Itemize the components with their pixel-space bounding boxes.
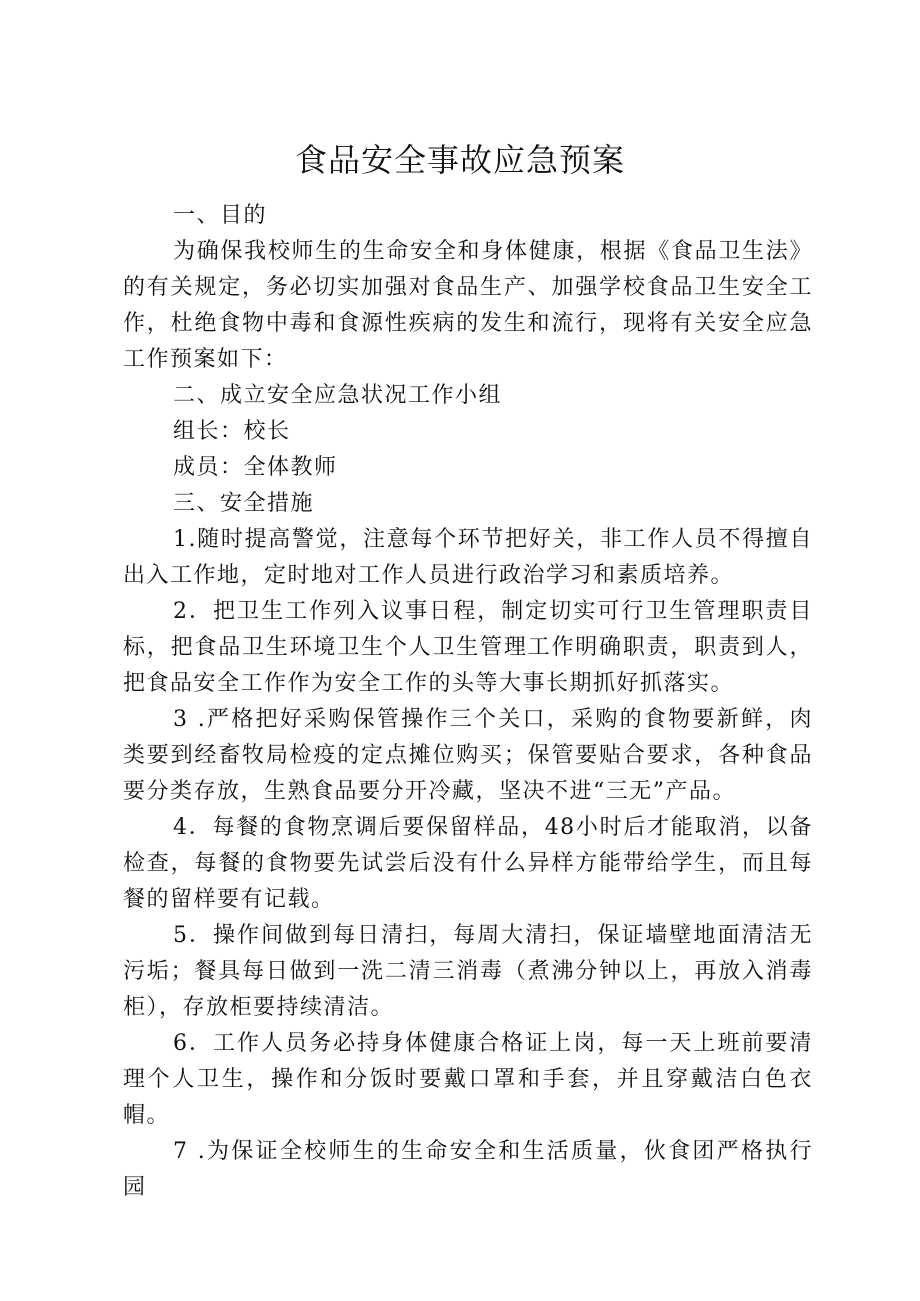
document-body	[123, 198, 813, 1206]
measure-item-1: 1.随时提高警觉，注意每个环节把好关，非工作人员不得擅自出入工作地，定时地对工作人员进行政治学习和素质培养。	[123, 527, 813, 588]
team-members: 成员：全体教师	[173, 455, 338, 480]
document-title: 食品安全事故应急预案	[294, 141, 625, 179]
section-heading-team: 二、成立安全应急状况工作小组	[173, 383, 503, 408]
paragraph-purpose: 为确保我校师生的生命安全和身体健康，根据《食品卫生法》的有关规定，务必切实加强对食品生产、加强学校食品卫生安全工作，杜绝食物中毒和食源性疾病的发生和流行，现将有关安全应急工作预案如下：	[123, 239, 813, 372]
measure-item-7: 7 .为保证全校师生的生命安全和生活质量，伙食团严格执行园	[123, 1139, 813, 1200]
measure-item-4: 4．每餐的食物烹调后要保留样品，48小时后才能取消，以备检查，每餐的食物要先试尝后没有什么异样方能带给学生，而且每餐的留样要有记载。	[123, 815, 813, 912]
section-heading-purpose: 一、目的	[173, 203, 268, 228]
measure-item-5: 5．操作间做到每日清扫，每周大清扫，保证墙壁地面清洁无污垢；餐具每日做到一洗二清三消毒（煮沸分钟以上，再放入消毒柜），存放柜要持续清洁。	[123, 923, 813, 1020]
team-leader: 组长：校长	[173, 419, 291, 444]
measure-item-2: 2．把卫生工作列入议事日程，制定切实可行卫生管理职责目标，把食品卫生环境卫生个人卫生管理工作明确职责，职责到人，把食品安全工作作为安全工作的头等大事长期抓好抓落实。	[123, 599, 813, 696]
section-heading-measures: 三、安全措施	[173, 491, 315, 516]
measure-item-3: 3 .严格把好采购保管操作三个关口，采购的食物要新鲜，肉类要到经畜牧局检疫的定点摊位购买；保管要贴合要求，各种食品要分类存放，生熟食品要分开冷藏，坚决不进“三无”产品。	[123, 707, 813, 804]
measure-item-6: 6．工作人员务必持身体健康合格证上岗，每一天上班前要清理个人卫生，操作和分饭时要戴口罩和手套，并且穿戴洁白色衣帽。	[123, 1031, 813, 1128]
